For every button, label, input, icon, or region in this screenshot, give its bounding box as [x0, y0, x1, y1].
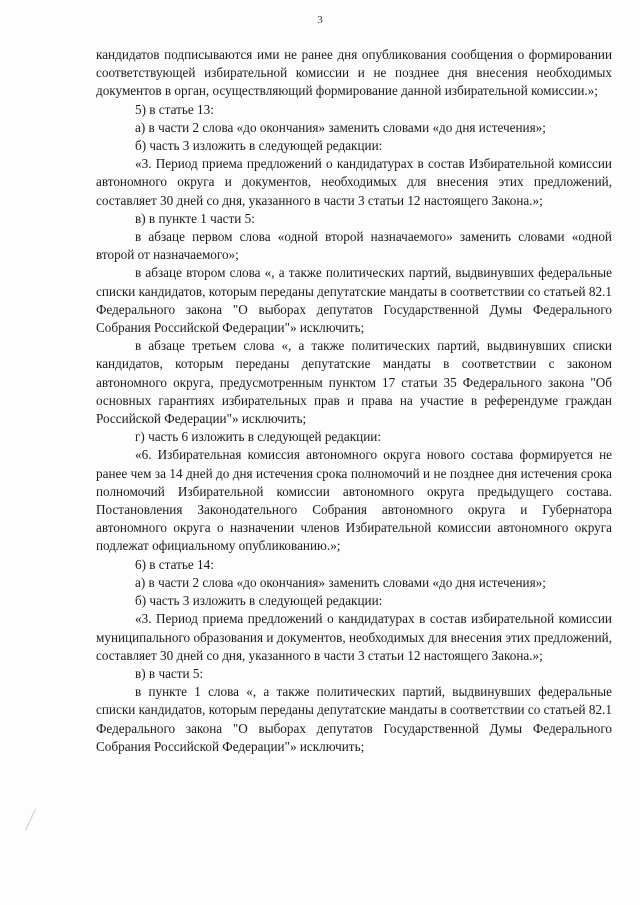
- paragraph: б) часть 3 изложить в следующей редакции:: [135, 138, 383, 154]
- paragraph: в) в части 5:: [135, 665, 204, 681]
- page-number: 3: [317, 14, 323, 26]
- paragraph: 5) в статье 13:: [135, 101, 214, 117]
- paragraph: а) в части 2 слова «до окончания» заменить словами «до дня истечения»;: [135, 119, 546, 135]
- paragraph: в абзаце первом слова «одной второй назначаемого» заменить словами «одной второй от назначаемого»;: [96, 229, 612, 263]
- paragraph: в пункте 1 слова «, а также политических партий, выдвинувших федеральные списки кандидатов, которым переданы депутатские мандаты в соответствии со статьей 82.1 Федерального закона "О выборах депутатов Государственной Думы Федерального Собрания Российской Федерации"» исключить;: [96, 684, 612, 754]
- scan-margin-mark: [25, 808, 38, 831]
- paragraph: «3. Период приема предложений о кандидатурах в состав Избирательной комиссии автономного округа и документов, необходимых для внесения этих предложений, составляет 30 дней со дня, указанного в части 3 статьи 12 настоящего Закона.»;: [96, 156, 612, 208]
- paragraph: 6) в статье 14:: [135, 556, 214, 572]
- paragraph: в) в пункте 1 части 5:: [135, 210, 255, 226]
- paragraph: «6. Избирательная комиссия автономного округа нового состава формируется не ранее чем за 14 дней до дня истечения срока полномочий и не позднее дня истечения срока полномочий Избирательной комиссии автономного округа предыдущего состава. Постановления Законодательного Собрания автономного округа и Губернатора автономного округа о назначении членов Избирательной комиссии автономного округа подлежат официальному опубликованию.»;: [96, 447, 612, 554]
- paragraph: б) часть 3 изложить в следующей редакции:: [135, 593, 383, 609]
- paragraph: а) в части 2 слова «до окончания» заменить словами «до дня истечения»;: [135, 574, 546, 590]
- paragraph: в абзаце втором слова «, а также политических партий, выдвинувших федеральные списки кандидатов, которым переданы депутатские мандаты в соответствии со статьей 82.1 Федерального закона "О выборах депутатов Государственной Думы Федерального Собрания Российской Федерации"» исключить;: [96, 265, 612, 336]
- paragraph: кандидатов подписываются ими не ранее дня опубликования сообщения о формировании соответствующей избирательной комиссии и не позднее дня внесения необходимых документов в орган, осуществляющий формирование данной избирательной комиссии.»;: [96, 47, 612, 99]
- paragraph: в абзаце третьем слова «, а также политических партий, выдвинувших списки кандидатов, которым переданы депутатские мандаты в соответствии с законом автономного округа, предусмотренным пунктом 17 статьи 35 Федерального закона "Об основных гарантиях избирательных прав и права на участие в референдуме граждан Российской Федерации"» исключить;: [96, 338, 612, 427]
- document-body: [96, 46, 612, 756]
- paragraph: «3. Период приема предложений о кандидатурах в состав избирательной комиссии муниципального образования и документов, необходимых для внесения этих предложений, составляет 30 дней со дня, указанного в части 3 статьи 12 настоящего Закона.»;: [96, 611, 612, 663]
- paragraph: г) часть 6 изложить в следующей редакции:: [135, 429, 381, 445]
